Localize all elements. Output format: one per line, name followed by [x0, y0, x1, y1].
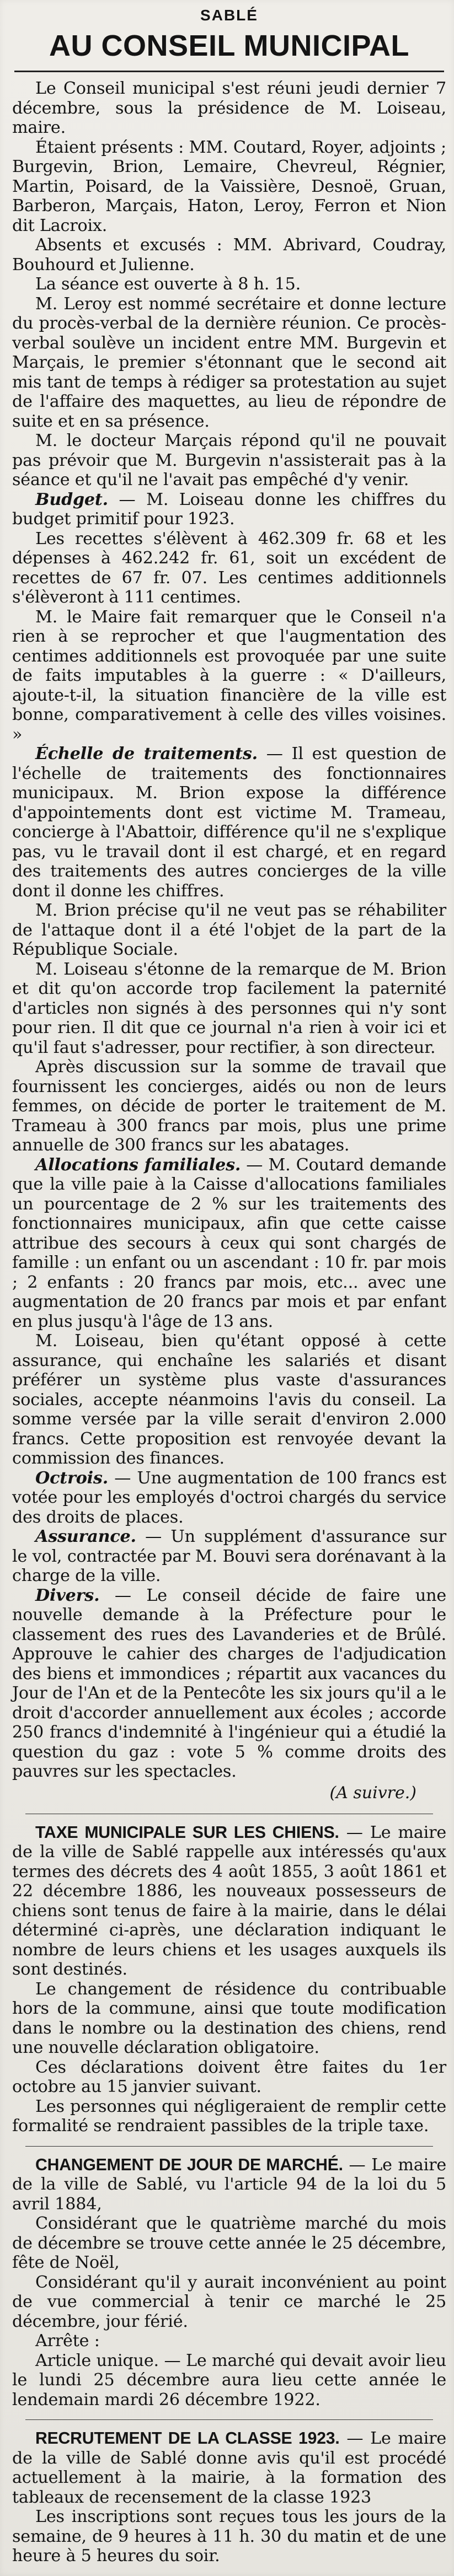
- paragraph: Ces déclarations doivent être faites du 1er octobre au 15 janvier suivant.: [12, 2057, 446, 2096]
- recruitment-paragraph: [12, 2429, 446, 2507]
- to-be-continued: (A suivre.): [329, 1783, 416, 1803]
- paragraph: Considérant que le quatrième marché du mois de décembre se trouve cette année le 25 décembre, fête de Noël,: [12, 2214, 446, 2272]
- insurance-paragraph: [12, 1527, 446, 1586]
- dog-tax-notice: [12, 1823, 446, 2136]
- family-allowances-text: — M. Coutard demande que la ville paie à la Caisse d'allocations familiales un pourcentage de 2 % sur les traitements des fonctionnaires municipaux, afin que cette caisse attribue des secours à ceux qui sont chargés de famille : un enfant ou un ascendant : 10 fr. par mois ; 2 enfants : 20 francs par mois, etc... avec une augmentation de 20 francs par mois et par enfant en plus jusqu'à l'âge de 13 ans.: [12, 1155, 446, 1331]
- paragraph: M. Loiseau s'étonne de la remarque de M. Brion et dit qu'on accorde trop facilement la paternité d'articles non signés à des personnes qui n'y sont pour rien. Il dit que ce journal n'a rien à voir ici et qu'il faut s'adresser, pour rectifier, à son directeur.: [12, 959, 446, 1057]
- paragraph: Arrête :: [35, 2331, 100, 2351]
- paragraph: Absents et excusés : MM. Abrivard, Coudray, Bouhourd et Julienne.: [12, 235, 446, 275]
- paragraph: Les personnes qui négligeraient de remplir cette formalité se rendraient passibles de la triple taxe.: [12, 2096, 446, 2136]
- dog-tax-heading: TAXE MUNICIPALE SUR LES CHIENS.: [35, 1823, 339, 1842]
- dog-tax-text: — Le maire de la ville de Sablé rappelle aux intéressés qu'aux termes des décrets des 4 août 1855, 3 août 1861 et 22 décembre 1886, les nouveaux possesseurs de chiens sont tenus de faire à la mairie, dans le délai déterminé ci-après, une déclaration indiquant le nombre de leurs chiens et les usages auxquels ils sont destinés.: [12, 1822, 446, 1979]
- salary-scale-lead: Échelle de traitements.: [35, 744, 258, 763]
- budget-text: — M. Loiseau donne les chiffres du budget primitif pour 1923.: [12, 490, 446, 529]
- market-day-text: — Le maire de la ville de Sablé, vu l'article 94 de la loi du 5 avril 1884,: [12, 2155, 446, 2214]
- recruitment-heading: RECRUTEMENT DE LA CLASSE 1923.: [35, 2429, 340, 2448]
- paragraph: M. Leroy est nommé secrétaire et donne lecture du procès-verbal de la dernière réunion. Ce procès-verbal soulève un incident entre MM. Burgevin et Marçais, le premier s'étonnant que le second ait mis tant de temps à rédiger sa protestation au sujet de l'affaire des maquettes, au lieu de répondre de suite et en sa présence.: [12, 294, 446, 431]
- market-day-notice: [12, 2155, 446, 2410]
- paragraph: Article unique. — Le marché qui devait avoir lieu le lundi 25 décembre aura lieu cette année le lendemain mardi 26 décembre 1922.: [12, 2351, 446, 2410]
- salary-scale-paragraph: [12, 744, 446, 901]
- budget-paragraph: [12, 490, 446, 529]
- dog-tax-paragraph: [12, 1823, 446, 1980]
- paragraph: Étaient présents : MM. Coutard, Royer, adjoints ; Burgevin, Brion, Lemaire, Chevreul, Régnier, Martin, Poisard, de la Vaissière, Desnoë, Gruan, Barberon, Marçais, Haton, Leroy, Ferron et Nion dit Lacroix.: [12, 137, 446, 235]
- budget-lead: Budget.: [35, 490, 108, 509]
- section-kicker: SABLÉ: [200, 7, 258, 24]
- conseil-article: [12, 79, 446, 1804]
- paragraph: Le changement de résidence du contribuable hors de la commune, ainsi que toute modification dans le nombre ou la destination des chiens, rend une nouvelle déclaration obligatoire.: [12, 1979, 446, 2057]
- misc-text: — Le conseil décide de faire une nouvelle demande à la Préfecture pour le classement des rues des Lavanderies et de Brûlé. Approuve le cahier des charges de l'adjudication des biens et immondices ; répartit aux vacances du Jour de l'An et de la Pentecôte les six jours qu'il a le droit d'accorder annuellement aux écoles ; accorde 250 francs d'indemnité à l'ingénieur qui a étudié la question du gaz : vote 5 % comme droits des pauvres sur les spectacles.: [12, 1585, 446, 1781]
- paragraph: M. Brion précise qu'il ne veut pas se réhabiliter de l'attaque dont il a été l'objet de la part de la République Sociale.: [12, 901, 446, 959]
- paragraph: M. Loiseau, bien qu'étant opposé à cette assurance, qui enchaîne les salariés et disant préférer un système plus vaste d'assurances sociales, accepte néanmoins l'avis du conseil. La somme versée par la ville serait d'environ 2.000 francs. Cette proposition est renvoyée devant la commission des finances.: [12, 1331, 446, 1468]
- title-rule: [14, 71, 444, 72]
- paragraph: La séance est ouverte à 8 h. 15.: [35, 275, 301, 294]
- paragraph: Les recettes s'élèvent à 462.309 fr. 68 et les dépenses à 462.242 fr. 61, soit un excédent de recettes de 67 fr. 07. Les centimes additionnels s'élèveront à 111 centimes.: [12, 529, 446, 607]
- paragraph: M. le docteur Marçais répond qu'il ne pouvait pas prévoir que M. Burgevin n'assisterait pas à la séance et qu'il ne l'avait pas empêché d'y venir.: [12, 431, 446, 490]
- octrois-text: — Une augmentation de 100 francs est votée pour les employés d'octroi chargés du service des droits de places.: [12, 1468, 446, 1527]
- section-divider: [25, 2419, 433, 2420]
- market-day-heading: CHANGEMENT DE JOUR DE MARCHÉ.: [35, 2155, 343, 2174]
- family-allowances-lead: Allocations familiales.: [35, 1155, 241, 1175]
- salary-scale-text: — Il est question de l'échelle de traitements des fonctionnaires municipaux. M. Brion expose la différence d'appointements dont est victime M. Trameau, concierge à l'Abattoir, différence qu'il ne s'explique pas, vu le travail dont il est chargé, et en regard des traitements des autres concierges de la ville dont il donne les chiffres.: [12, 744, 446, 901]
- paragraph: Considérant qu'il y aurait inconvénient au point de vue commercial à tenir ce marché le 25 décembre, jour férié.: [12, 2272, 446, 2331]
- market-day-paragraph: [12, 2155, 446, 2214]
- class-recruitment-notice: [12, 2429, 446, 2566]
- family-allowances-paragraph: [12, 1155, 446, 1332]
- paragraph: M. le Maire fait remarquer que le Conseil n'a rien à se reprocher et que l'augmentation des centimes additionnels est provoquée par une suite de faits imputables à la guerre : « D'ailleurs, ajoute-t-il, la situation financière de la ville est bonne, comparativement à celle des villes voisines. »: [12, 607, 446, 744]
- octrois-lead: Octrois.: [35, 1468, 109, 1488]
- insurance-text: — Un supplément d'assurance sur le vol, contractée par M. Bouvi sera dorénavant à la charge de la ville.: [12, 1527, 446, 1585]
- paragraph: Les inscriptions sont reçues tous les jours de la semaine, de 9 heures à 11 h. 30 du matin et de une heure à 5 heures du soir.: [12, 2507, 446, 2566]
- article-title: AU CONSEIL MUNICIPAL: [49, 29, 410, 62]
- paragraph: Après discussion sur la somme de travail que fournissent les concierges, aidés ou non de leurs femmes, on décide de porter le traitement de M. Trameau à 300 francs par mois, plus une prime annuelle de 300 francs sur les abatages.: [12, 1057, 446, 1155]
- paragraph: Le Conseil municipal s'est réuni jeudi dernier 7 décembre, sous la présidence de M. Loiseau, maire.: [12, 79, 446, 137]
- misc-lead: Divers.: [35, 1585, 100, 1605]
- recruitment-text: — Le maire de la ville de Sablé donne avis qu'il est procédé actuellement à la mairie, à la formation des tableaux de recensement de la classe 1923: [12, 2429, 446, 2507]
- misc-paragraph: [12, 1586, 446, 1782]
- section-divider: [25, 2146, 433, 2147]
- insurance-lead: Assurance.: [35, 1527, 136, 1546]
- octrois-paragraph: [12, 1469, 446, 1528]
